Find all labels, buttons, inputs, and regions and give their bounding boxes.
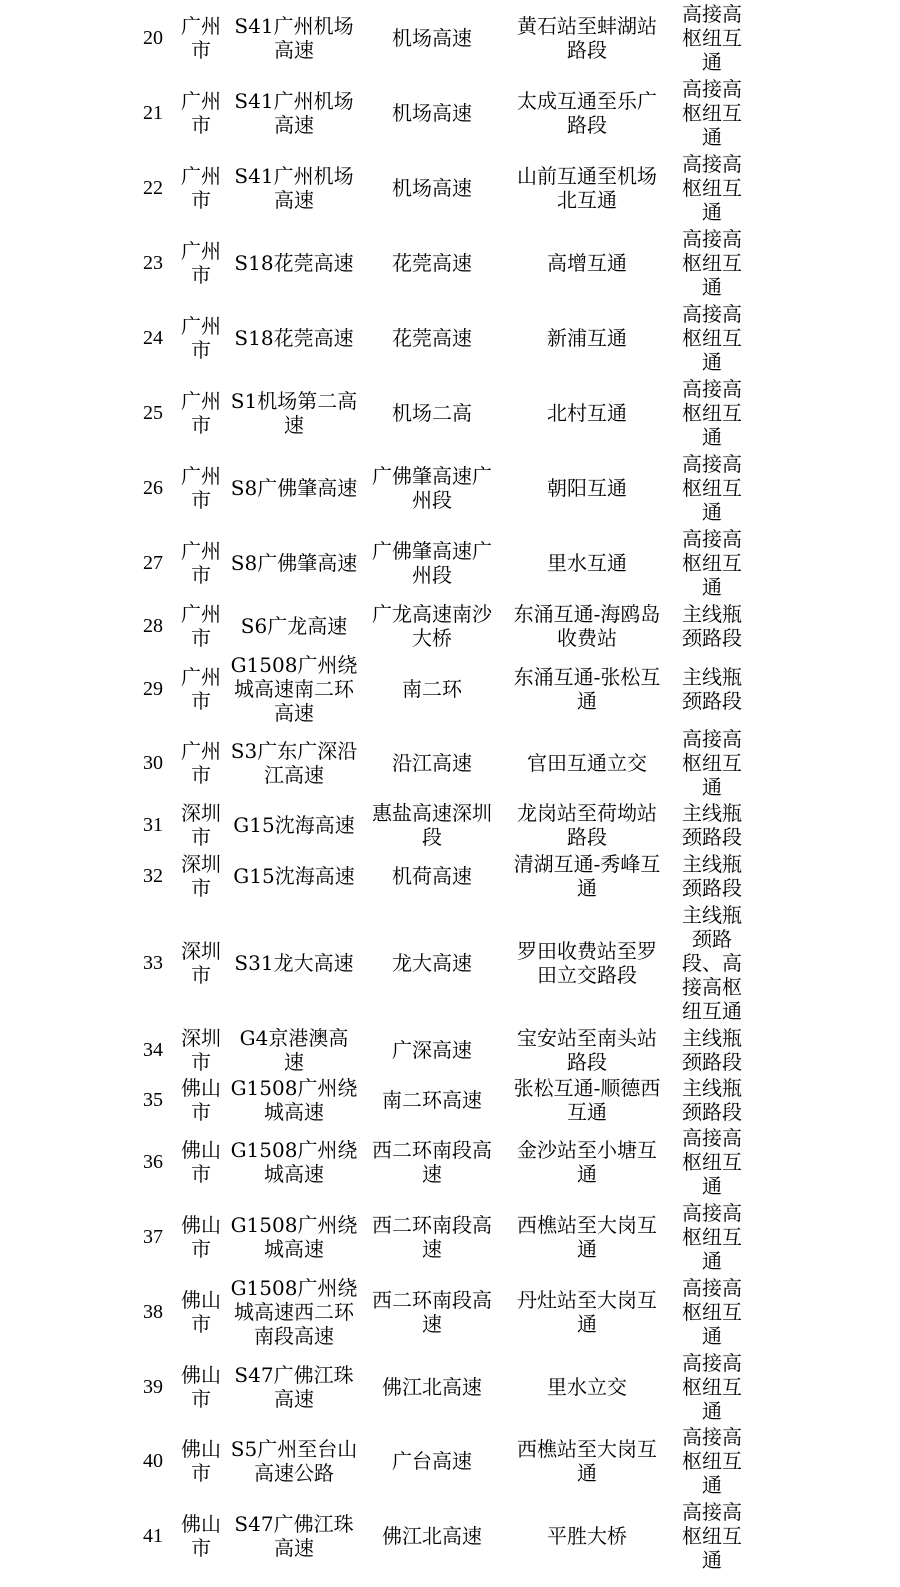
row-number: 20 <box>143 27 163 49</box>
location-cell: 张松互通-顺德西 互通 <box>513 1076 661 1124</box>
location-cell: 金沙站至小塘互 通 <box>517 1138 657 1186</box>
city-cell: 广州 市 <box>181 164 221 212</box>
row-number: 23 <box>143 252 163 274</box>
section-cell: 机荷高速 <box>392 864 472 888</box>
location-cell: 朝阳互通 <box>547 476 627 500</box>
city-cell: 广州 市 <box>181 239 221 287</box>
table-row <box>0 377 900 449</box>
section-cell: 机场高速 <box>392 26 472 50</box>
table-row <box>0 2 900 74</box>
location-cell: 丹灶站至大岗互 通 <box>517 1288 657 1336</box>
section-cell: 花莞高速 <box>392 326 472 350</box>
table-row <box>0 601 900 651</box>
type-cell: 主线瓶 颈路段 <box>682 1026 742 1074</box>
location-cell: 罗田收费站至罗 田立交路段 <box>517 939 657 987</box>
highway-cell: S5广州至台山 高速公路 <box>230 1437 358 1485</box>
city-cell: 深圳 市 <box>181 939 221 987</box>
section-cell: 机场高速 <box>392 101 472 125</box>
highway-cell: G15沈海高速 <box>233 813 355 837</box>
table-row <box>0 1201 900 1273</box>
highway-cell: G1508广州绕 城高速南二环 高速 <box>230 653 358 725</box>
highway-cell: S8广佛肇高速 <box>230 476 358 500</box>
row-number: 29 <box>143 678 163 700</box>
type-cell: 高接高 枢纽互 通 <box>682 727 742 799</box>
type-cell: 高接高 枢纽互 通 <box>682 452 742 524</box>
type-cell: 高接高 枢纽互 通 <box>682 1126 742 1198</box>
type-cell: 主线瓶 颈路段 <box>682 1076 742 1124</box>
table-row <box>0 727 900 799</box>
type-cell: 高接高 枢纽互 通 <box>682 2 742 74</box>
section-cell: 西二环南段高 速 <box>372 1288 492 1336</box>
city-cell: 深圳 市 <box>181 1026 221 1074</box>
highway-cell: S6广龙高速 <box>240 614 348 638</box>
table-row <box>0 902 900 1024</box>
highway-cell: G1508广州绕 城高速 <box>230 1138 358 1186</box>
table-row <box>0 302 900 374</box>
row-number: 28 <box>143 615 163 637</box>
table-row <box>0 77 900 149</box>
row-number: 27 <box>143 552 163 574</box>
city-cell: 佛山 市 <box>181 1512 221 1560</box>
row-number: 39 <box>143 1376 163 1398</box>
highway-cell: S18花莞高速 <box>234 251 354 275</box>
section-cell: 龙大高速 <box>392 951 472 975</box>
highway-cell: S41广州机场 高速 <box>234 14 354 62</box>
section-cell: 惠盐高速深圳 段 <box>372 801 492 849</box>
city-cell: 广州 市 <box>181 539 221 587</box>
section-cell: 广龙高速南沙 大桥 <box>372 602 492 650</box>
row-number: 38 <box>143 1301 163 1323</box>
highway-cell: S1机场第二高 速 <box>230 389 358 437</box>
location-cell: 太成互通至乐广 路段 <box>517 89 657 137</box>
table-row <box>0 1500 900 1572</box>
highway-cell: S41广州机场 高速 <box>234 164 354 212</box>
table-row <box>0 227 900 299</box>
row-number: 37 <box>143 1226 163 1248</box>
row-number: 26 <box>143 477 163 499</box>
section-cell: 佛江北高速 <box>382 1375 482 1399</box>
section-cell: 广深高速 <box>392 1038 472 1062</box>
type-cell: 高接高 枢纽互 通 <box>682 1351 742 1423</box>
city-cell: 广州 市 <box>181 389 221 437</box>
city-cell: 佛山 市 <box>181 1213 221 1261</box>
city-cell: 广州 市 <box>181 739 221 787</box>
type-cell: 主线瓶 颈路段 <box>682 602 742 650</box>
type-cell: 高接高 枢纽互 通 <box>682 152 742 224</box>
type-cell: 主线瓶 颈路 段、高 接高枢 纽互通 <box>682 903 742 1023</box>
table-row <box>0 851 900 901</box>
section-cell: 花莞高速 <box>392 251 472 275</box>
city-cell: 深圳 市 <box>181 852 221 900</box>
location-cell: 西樵站至大岗互 通 <box>517 1213 657 1261</box>
type-cell: 高接高 枢纽互 通 <box>682 1425 742 1497</box>
city-cell: 广州 市 <box>181 314 221 362</box>
row-number: 24 <box>143 327 163 349</box>
type-cell: 高接高 枢纽互 通 <box>682 527 742 599</box>
section-cell: 南二环高速 <box>382 1088 482 1112</box>
location-cell: 宝安站至南头站 路段 <box>517 1026 657 1074</box>
highway-cell: G15沈海高速 <box>233 864 355 888</box>
type-cell: 高接高 枢纽互 通 <box>682 302 742 374</box>
city-cell: 深圳 市 <box>181 801 221 849</box>
section-cell: 广台高速 <box>392 1449 472 1473</box>
city-cell: 佛山 市 <box>181 1363 221 1411</box>
section-cell: 机场高速 <box>392 176 472 200</box>
table-row <box>0 653 900 725</box>
type-cell: 高接高 枢纽互 通 <box>682 77 742 149</box>
location-cell: 清湖互通-秀峰互 通 <box>513 852 661 900</box>
highway-cell: G1508广州绕 城高速 <box>230 1076 358 1124</box>
row-number: 41 <box>143 1525 163 1547</box>
section-cell: 沿江高速 <box>392 751 472 775</box>
section-cell: 机场二高 <box>392 401 472 425</box>
row-number: 40 <box>143 1450 163 1472</box>
row-number: 32 <box>143 865 163 887</box>
location-cell: 东涌互通-海鸥岛 收费站 <box>513 602 661 650</box>
type-cell: 高接高 枢纽互 通 <box>682 1500 742 1572</box>
highway-cell: S8广佛肇高速 <box>230 551 358 575</box>
city-cell: 广州 市 <box>181 464 221 512</box>
location-cell: 黄石站至蚌湖站 路段 <box>517 14 657 62</box>
row-number: 31 <box>143 814 163 836</box>
row-number: 22 <box>143 177 163 199</box>
type-cell: 高接高 枢纽互 通 <box>682 377 742 449</box>
city-cell: 广州 市 <box>181 602 221 650</box>
table-row <box>0 452 900 524</box>
section-cell: 西二环南段高 速 <box>372 1138 492 1186</box>
location-cell: 东涌互通-张松互 通 <box>513 665 661 713</box>
row-number: 34 <box>143 1039 163 1061</box>
table-row <box>0 1425 900 1497</box>
highway-cell: S47广佛江珠 高速 <box>234 1512 354 1560</box>
row-number: 35 <box>143 1089 163 1111</box>
type-cell: 高接高 枢纽互 通 <box>682 1276 742 1348</box>
row-number: 30 <box>143 752 163 774</box>
highway-cell: S3广东广深沿 江高速 <box>230 739 358 787</box>
city-cell: 佛山 市 <box>181 1138 221 1186</box>
table-row <box>0 1276 900 1348</box>
section-cell: 广佛肇高速广 州段 <box>372 539 492 587</box>
type-cell: 高接高 枢纽互 通 <box>682 1201 742 1273</box>
row-number: 33 <box>143 952 163 974</box>
location-cell: 龙岗站至荷坳站 路段 <box>517 801 657 849</box>
location-cell: 西樵站至大岗互 通 <box>517 1437 657 1485</box>
city-cell: 广州 市 <box>181 665 221 713</box>
city-cell: 佛山 市 <box>181 1288 221 1336</box>
section-cell: 西二环南段高 速 <box>372 1213 492 1261</box>
city-cell: 佛山 市 <box>181 1437 221 1485</box>
location-cell: 平胜大桥 <box>547 1524 627 1548</box>
table-row <box>0 527 900 599</box>
table-row <box>0 800 900 850</box>
row-number: 36 <box>143 1151 163 1173</box>
section-cell: 佛江北高速 <box>382 1524 482 1548</box>
city-cell: 佛山 市 <box>181 1076 221 1124</box>
location-cell: 官田互通立交 <box>527 751 647 775</box>
location-cell: 里水立交 <box>547 1375 627 1399</box>
highway-cell: S41广州机场 高速 <box>234 89 354 137</box>
highway-cell: S31龙大高速 <box>234 951 354 975</box>
section-cell: 广佛肇高速广 州段 <box>372 464 492 512</box>
type-cell: 主线瓶 颈路段 <box>682 665 742 713</box>
table-row <box>0 1075 900 1125</box>
type-cell: 高接高 枢纽互 通 <box>682 227 742 299</box>
highway-cell: G1508广州绕 城高速西二环 南段高速 <box>230 1276 358 1348</box>
table-row <box>0 152 900 224</box>
city-cell: 广州 市 <box>181 14 221 62</box>
table-row <box>0 1025 900 1075</box>
highway-cell: G1508广州绕 城高速 <box>230 1213 358 1261</box>
location-cell: 新浦互通 <box>547 326 627 350</box>
location-cell: 北村互通 <box>547 401 627 425</box>
location-cell: 山前互通至机场 北互通 <box>517 164 657 212</box>
location-cell: 高增互通 <box>547 251 627 275</box>
table-row <box>0 1351 900 1423</box>
table-row <box>0 1126 900 1198</box>
highway-cell: G4京港澳高 速 <box>239 1026 349 1074</box>
type-cell: 主线瓶 颈路段 <box>682 801 742 849</box>
city-cell: 广州 市 <box>181 89 221 137</box>
location-cell: 里水互通 <box>547 551 627 575</box>
highway-cell: S47广佛江珠 高速 <box>234 1363 354 1411</box>
row-number: 21 <box>143 102 163 124</box>
section-cell: 南二环 <box>402 677 462 701</box>
type-cell: 主线瓶 颈路段 <box>682 852 742 900</box>
row-number: 25 <box>143 402 163 424</box>
highway-cell: S18花莞高速 <box>234 326 354 350</box>
